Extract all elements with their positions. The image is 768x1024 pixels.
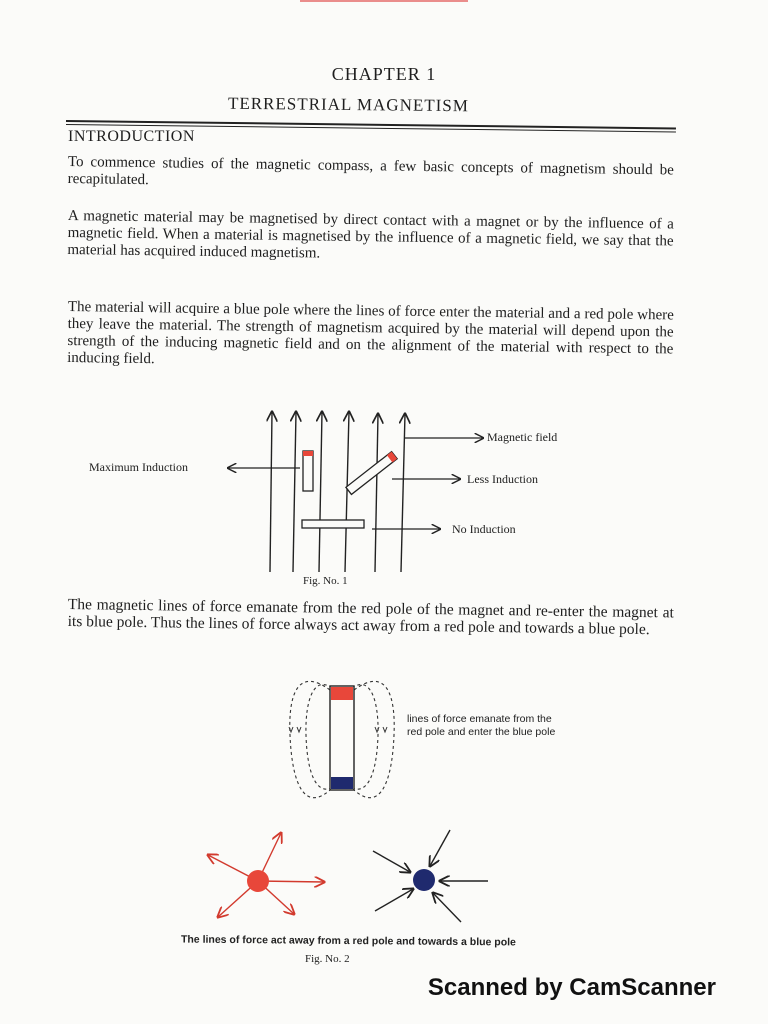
- label-no-induction: No Induction: [452, 522, 516, 536]
- label-maximum-induction: Maximum Induction: [89, 460, 188, 474]
- camscanner-watermark: Scanned by CamScanner: [427, 974, 716, 1001]
- chapter-title: TERRESTRIAL MAGNETISM: [227, 93, 470, 116]
- paragraph-1: To commence studies of the magnetic compass, a few basic concepts of magnetism should be recapitulated.: [67, 154, 674, 189]
- red-pole-circle: [247, 870, 269, 892]
- paragraph-3: The material will acquire a blue pole where the lines of force enter the material and a red pole where they leave the material. The strength of magnetism acquired by the material will depend upon the strength of the inducing magnetic field and on the alignment of the material with respect to the inducing field.: [67, 299, 674, 368]
- blue-pole-circle: [413, 869, 435, 891]
- figure-2-caption: Fig. No. 2: [305, 953, 350, 965]
- label-magnetic-field: Magnetic field: [487, 430, 558, 444]
- section-heading: INTRODUCTION: [68, 128, 195, 145]
- paragraph-4: The magnetic lines of force emanate from the red pole of the magnet and re-enter the magnet at its blue pole. Thus the lines of force always act away from a red pole and towards a blue pole.: [67, 596, 674, 639]
- figure-1-caption: Fig. No. 1: [303, 575, 348, 587]
- paragraph-2: A magnetic material may be magnetised by direct contact with a magnet or by the influence of a magnetic field. When a material is magnetised by the influence of a magnetic field, we say that the material has acquired induced magnetism.: [67, 208, 674, 262]
- figure-2-poles-caption: The lines of force act away from a red pole and towards a blue pole: [180, 933, 516, 949]
- label-less-induction: Less Induction: [467, 472, 538, 486]
- chapter-number: CHAPTER 1: [331, 64, 437, 84]
- label-bar-magnet-note: lines of force emanate from the red pole and enter the blue pole: [407, 713, 556, 738]
